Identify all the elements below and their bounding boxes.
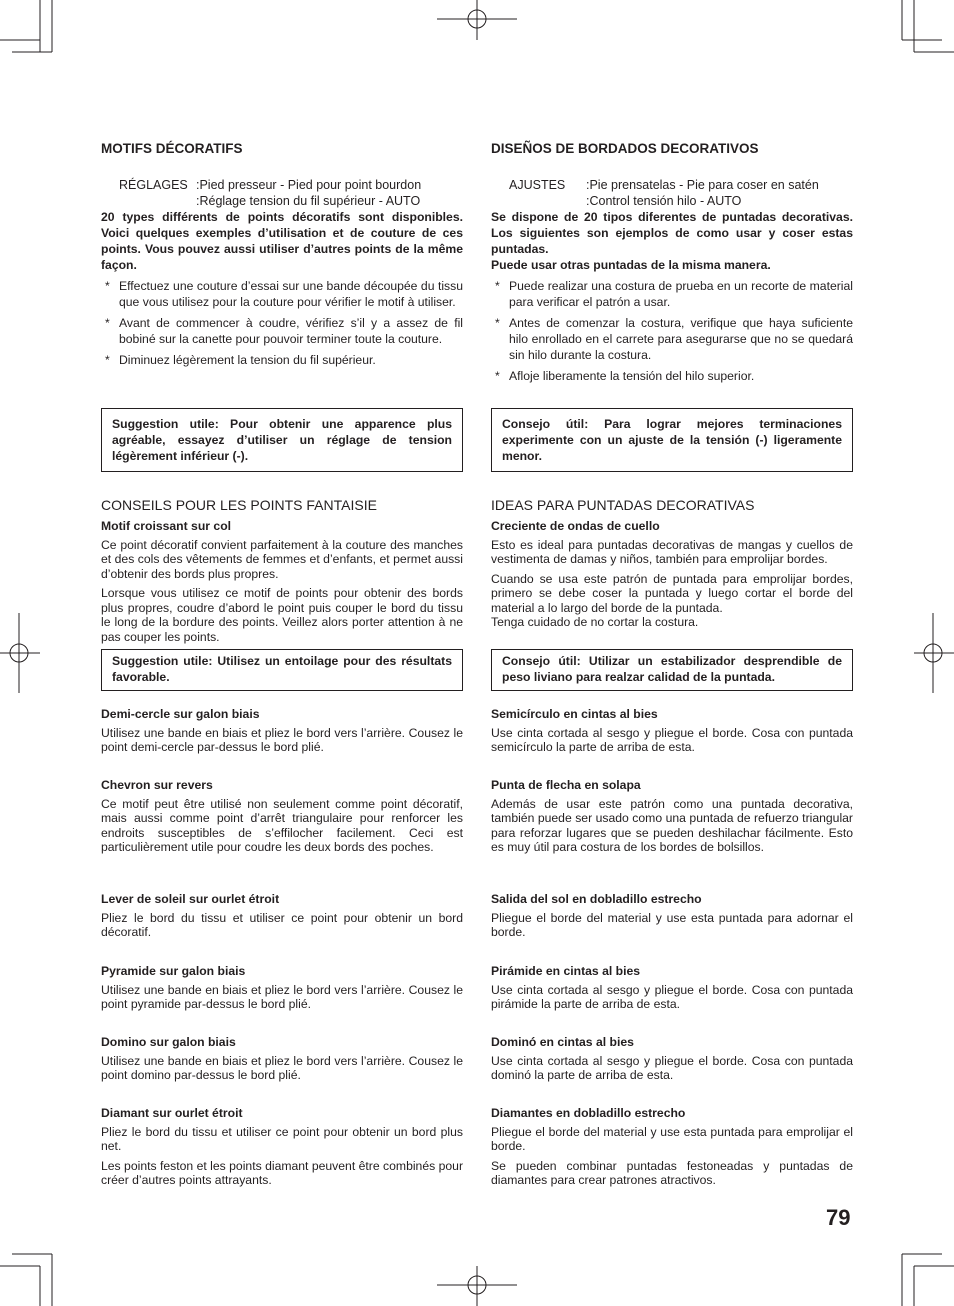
stitch-item [491, 1106, 853, 1188]
item-title: Punta de flecha en solapa [491, 778, 641, 792]
item-text: Además de usar este patrón como una puntada decorativa, también puede ser usado como una puntada de refuerzo triangular para reforzar lugares que se pueden deshilachar fácilmente. Esto es muy útil para costura de los bordes de bolsillos. [491, 796, 853, 854]
item-title: Pyramide sur galon biais [101, 964, 246, 978]
settings-label: AJUSTES [509, 178, 566, 192]
bullet-item: * Puede realizar una costura de prueba en un recorte de material para verificar el patrón a usar. [495, 279, 853, 309]
stitch-item [491, 964, 853, 1012]
stitch-item [101, 519, 463, 644]
item-title: Dominó en cintas al bies [491, 1035, 634, 1049]
item-text: Lorsque vous utilisez ce motif de points pour obtenir des bords plus propres, coudre d’abord le point puis couper le bord du tissu le long de la bordure des points. Veillez alors porter attention à ne pas couper les points. [101, 586, 463, 644]
item-text: Ce point décoratif convient parfaitement à la couture des manches et des cols des vêtements de femmes et d’enfants, et permet aussi d’obtenir des bords plus propres. [101, 537, 463, 581]
tip-box: Consejo útil: Para lograr mejores terminaciones experimente con un ajuste de la tensión (-) ligeramente menor. [491, 408, 853, 472]
item-title: Creciente de ondas de cuello [491, 519, 660, 533]
item-text: Utilisez une bande en biais et pliez le bord vers l’arrière. Cousez le point demi-cercle par-dessus le bord plié. [101, 725, 463, 754]
item-text: Use cinta cortada al sesgo y pliegue el borde. Cosa con puntada pirámide la parte de arriba de esta. [491, 982, 853, 1011]
item-title: Motif croissant sur col [101, 519, 232, 533]
item-text: Pliez le bord du tissu et utiliser ce point pour obtenir un bord décoratif. [101, 910, 463, 939]
settings-line: :Control tensión hilo - AUTO [586, 194, 742, 208]
page-number: 79 [826, 1205, 851, 1230]
item-text: Utilisez une bande en biais et pliez le bord vers l’arrière. Cousez le point pyramide par-dessus le bord plié. [101, 982, 463, 1011]
stitch-item [101, 778, 463, 855]
item-title: Chevron sur revers [101, 778, 213, 792]
sub-title: CONSEILS POUR LES POINTS FANTAISIE [101, 497, 377, 513]
item-text: Se pueden combinar puntadas festoneadas y puntadas de diamantes para crear patrones atractivos. [491, 1158, 853, 1187]
item-title: Diamantes en dobladillo estrecho [491, 1106, 686, 1120]
item-text: Utilisez une bande en biais et pliez le bord vers l’arrière. Cousez le point domino par-dessus le bord plié. [101, 1053, 463, 1082]
stitch-item [101, 1106, 463, 1188]
stitch-item [101, 1035, 463, 1083]
item-text: Pliegue el borde del material y use esta puntada para emprolijar el borde. [491, 1124, 853, 1153]
tip-box: Suggestion utile: Pour obtenir une apparence plus agréable, essayez d’utiliser un réglage de tension légèrement inférieur (-). [101, 408, 463, 472]
item-text: Use cinta cortada al sesgo y pliegue el borde. Cosa con puntada semicírculo la parte de arriba de esta. [491, 725, 853, 754]
item-title: Diamant sur ourlet étroit [101, 1106, 243, 1120]
stitch-item [491, 892, 853, 940]
bullet-list [491, 278, 853, 389]
item-text: Ce motif peut être utilisé non seulement comme point décoratif, mais aussi comme point d’arrêt triangulaire pour renforcer les endroits susceptibles de s’effilocher facilement. Ceci est particulièrement utile pour coudre les deux bords des poches. [101, 796, 463, 854]
section-title: DISEÑOS DE BORDADOS DECORATIVOS [491, 141, 759, 156]
bullet-item: * Antes de comenzar la costura, verifique que haya suficiente hilo enrollado en el carrete para asegurarse que no se quedará sin hilo durante la costura. [495, 316, 853, 362]
tip-box: Consejo útil: Utilizar un estabilizador desprendible de peso liviano para realzar calidad de la puntada. [491, 649, 853, 691]
intro-line: Se dispone de 20 tipos diferentes de puntadas decorativas. Los siguientes son ejemplos de como usar y coser estas puntadas. [491, 210, 853, 256]
item-text: Les points feston et les points diamant peuvent être combinés pour créer d’autres points attrayants. [101, 1158, 463, 1187]
bullet-list [101, 278, 463, 373]
bullet-item: * Avant de commencer à coudre, vérifiez s’il y a assez de fil bobiné sur la canette pour pouvoir terminer toute la couture. [105, 316, 463, 346]
bullet-item: * Diminuez légèrement la tension du fil supérieur. [105, 353, 376, 367]
stitch-item [491, 519, 853, 630]
stitch-item [491, 778, 853, 855]
stitch-item [491, 1035, 853, 1083]
intro-text: 20 types différents de points décoratifs sont disponibles. Voici quelques exemples d’utilisation et de couture de ces points. Vous pouvez aussi utiliser d’autres points de la même façon. [101, 210, 463, 272]
tip-box: Suggestion utile: Utilisez un entoilage pour des résultats favorable. [101, 649, 463, 691]
settings-label: RÉGLAGES [119, 178, 188, 192]
stitch-item [491, 707, 853, 755]
bullet-item: * Effectuez une couture d’essai sur une bande découpée du tissu que vous utilisez pour la couture pour vérifier le motif à utiliser. [105, 279, 463, 309]
item-title: Semicírculo en cintas al bies [491, 707, 658, 721]
section-title: MOTIFS DÉCORATIFS [101, 141, 243, 156]
item-text: Tenga cuidado de no cortar la costura. [491, 615, 699, 629]
stitch-item [101, 964, 463, 1012]
item-text: Pliegue el borde del material y use esta puntada para adornar el borde. [491, 910, 853, 939]
intro-text [491, 209, 853, 273]
item-text: Pliez le bord du tissu et utiliser ce point pour obtenir un bord plus net. [101, 1124, 463, 1153]
item-text: Esto es ideal para puntadas decorativas de mangas y cuellos de vestimenta de damas y niños, también para emprolijar bordes. [491, 537, 853, 566]
item-title: Lever de soleil sur ourlet étroit [101, 892, 280, 906]
settings-values [196, 177, 466, 209]
settings-line: :Pied presseur - Pied pour point bourdon [196, 178, 422, 192]
item-title: Demi-cercle sur galon biais [101, 707, 260, 721]
bullet-item: * Afloje liberamente la tensión del hilo superior. [495, 369, 755, 383]
item-title: Pirámide en cintas al bies [491, 964, 641, 978]
stitch-item [101, 707, 463, 755]
item-text: Cuando se usa este patrón de puntada para emprolijar bordes, primero se debe coser la puntada y luego cortar el borde del material a lo largo del borde de la puntada. [491, 571, 853, 615]
item-title: Salida del sol en dobladillo estrecho [491, 892, 702, 906]
item-title: Domino sur galon biais [101, 1035, 236, 1049]
settings-line: :Réglage tension du fil supérieur - AUTO [196, 194, 421, 208]
settings-line: :Pie prensatelas - Pie para coser en satén [586, 178, 819, 192]
intro-line: Puede usar otras puntadas de la misma manera. [491, 258, 771, 272]
item-text: Use cinta cortada al sesgo y pliegue el borde. Cosa con puntada dominó la parte de arriba de esta. [491, 1053, 853, 1082]
settings-values [586, 177, 856, 209]
stitch-item [101, 892, 463, 940]
sub-title: IDEAS PARA PUNTADAS DECORATIVAS [491, 497, 755, 513]
